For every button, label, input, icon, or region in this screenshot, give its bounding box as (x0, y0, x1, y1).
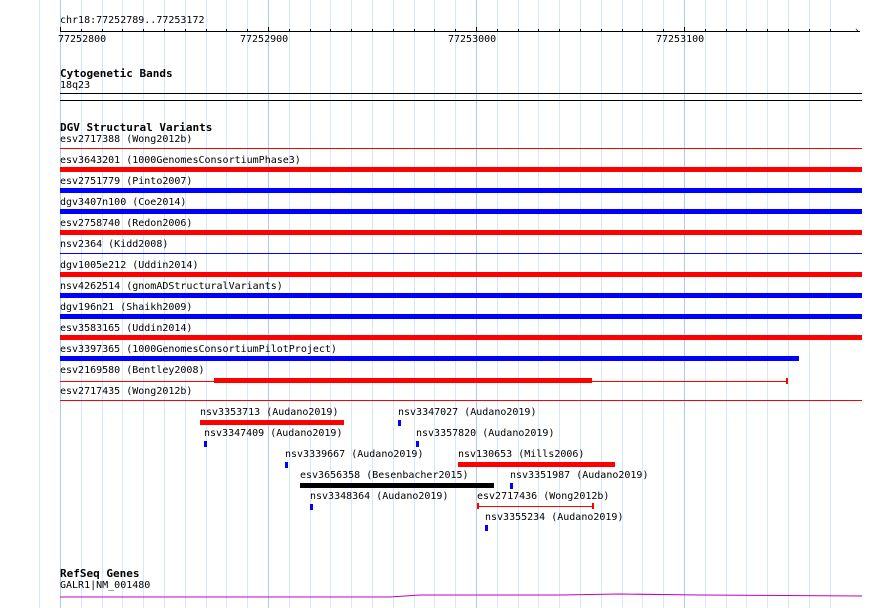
variant-label[interactable]: esv3643201 (1000GenomesConsortiumPhase3) (60, 155, 301, 166)
variant-label[interactable]: nsv3347027 (Audano2019) (398, 407, 537, 418)
ruler-tick (663, 29, 664, 32)
variant-bar[interactable] (60, 148, 862, 149)
ruler-tick (601, 29, 602, 32)
variant-bar[interactable] (60, 167, 862, 172)
gene-line[interactable] (60, 590, 862, 602)
ruler-tick-label: 77253000 (448, 34, 497, 45)
variant-label[interactable]: dgv3407n100 (Coe2014) (60, 197, 187, 208)
grid-line (268, 0, 269, 608)
ruler-tick (580, 29, 581, 32)
variant-bar[interactable] (60, 188, 862, 193)
variant-bar[interactable] (60, 314, 862, 319)
ruler-tick (497, 29, 498, 32)
ruler-tick (809, 29, 810, 32)
ruler-tick (414, 29, 415, 32)
variant-label[interactable]: nsv3347409 (Audano2019) (204, 428, 343, 439)
ruler-tick (247, 29, 248, 32)
variant-bar[interactable] (60, 400, 862, 401)
variant-bar[interactable] (60, 335, 862, 340)
ruler-tick (788, 29, 789, 32)
ruler-tick (330, 29, 331, 32)
variant-label[interactable]: dgv1005e212 (Uddin2014) (60, 260, 199, 271)
variant-bar[interactable] (214, 378, 592, 383)
ruler-tick (60, 27, 61, 32)
ruler-tick-label: 77252900 (240, 34, 289, 45)
ruler-tick-label: 77253100 (656, 34, 705, 45)
variant-thin-line[interactable] (592, 381, 788, 382)
grid-line (330, 0, 331, 608)
grid-line (705, 0, 706, 608)
grid-line (684, 0, 685, 608)
variant-label[interactable]: nsv4262514 (gnomADStructuralVariants) (60, 281, 283, 292)
variant-label[interactable]: esv3656358 (Besenbacher2015) (300, 470, 469, 481)
variant-label[interactable]: esv2758740 (Redon2006) (60, 218, 193, 229)
variant-end-tick (477, 503, 479, 509)
ruler-tick-label: 77252800 (58, 34, 107, 45)
ruler-tick (206, 29, 207, 32)
ruler-tick (642, 29, 643, 32)
ruler-tick (830, 29, 831, 32)
variant-bar[interactable] (204, 441, 207, 447)
variant-end-tick (786, 378, 788, 384)
ruler-tick (122, 29, 123, 32)
ruler-tick (268, 27, 269, 32)
ruler-tick (518, 29, 519, 32)
variant-bar[interactable] (60, 230, 862, 235)
grid-line (226, 0, 227, 608)
grid-line (663, 0, 664, 608)
ruler-tick (434, 29, 435, 32)
grid-line (39, 0, 40, 608)
variant-label[interactable]: nsv3351987 (Audano2019) (510, 470, 649, 481)
variant-bar[interactable] (60, 293, 862, 298)
grid-line (247, 0, 248, 608)
variant-label[interactable]: esv3397365 (1000GenomesConsortiumPilotProject) (60, 344, 337, 355)
variant-label[interactable]: esv2717436 (Wong2012b) (477, 491, 610, 502)
ruler-tick (185, 29, 186, 32)
dgv-track-title: DGV Structural Variants (60, 121, 213, 134)
grid-line (726, 0, 727, 608)
cytoband-track-title: Cytogenetic Bands (60, 67, 173, 80)
grid-line (434, 0, 435, 608)
variant-bar[interactable] (60, 272, 862, 277)
grid-line (372, 0, 373, 608)
ruler-tick (310, 29, 311, 32)
grid-line (788, 0, 789, 608)
track-divider (60, 100, 862, 101)
ruler-tick (726, 29, 727, 32)
ruler-tick (559, 29, 560, 32)
variant-label[interactable]: nsv3348364 (Audano2019) (310, 491, 449, 502)
ruler-tick (393, 29, 394, 32)
variant-end-tick (592, 503, 594, 509)
variant-label[interactable]: esv2751779 (Pinto2007) (60, 176, 193, 187)
variant-bar[interactable] (60, 209, 862, 214)
variant-label[interactable]: nsv3357820 (Audano2019) (416, 428, 555, 439)
variant-label[interactable]: esv2169580 (Bentley2008) (60, 365, 205, 376)
variant-label[interactable]: nsv3355234 (Audano2019) (485, 512, 624, 523)
ruler-tick (81, 29, 82, 32)
grid-line (414, 0, 415, 608)
ruler-tick (476, 27, 477, 32)
ruler-tick (164, 29, 165, 32)
variant-label[interactable]: nsv130653 (Mills2006) (458, 449, 585, 460)
ruler-tick (226, 29, 227, 32)
ruler-tick (143, 29, 144, 32)
grid-line (351, 0, 352, 608)
ruler-tick (622, 29, 623, 32)
cytoband-bar[interactable] (60, 93, 862, 94)
variant-bar[interactable] (416, 441, 419, 447)
ruler-tick (289, 29, 290, 32)
variant-label[interactable]: dgv196n21 (Shaikh2009) (60, 302, 193, 313)
ruler-tick (102, 29, 103, 32)
variant-bar[interactable] (458, 462, 615, 467)
grid-line (767, 0, 768, 608)
variant-bar[interactable] (398, 420, 401, 426)
variant-label[interactable]: nsv3339667 (Audano2019) (285, 449, 424, 460)
grid-line (746, 0, 747, 608)
ruler-tick (746, 29, 747, 32)
variant-label[interactable]: esv2717435 (Wong2012b) (60, 386, 193, 397)
grid-line (830, 0, 831, 608)
refseq-track-title: RefSeq Genes (60, 567, 140, 580)
cytoband-label: 18q23 (60, 80, 91, 91)
variant-bar[interactable] (300, 483, 494, 488)
grid-line (476, 0, 477, 608)
grid-line (289, 0, 290, 608)
variant-bar[interactable] (285, 462, 288, 468)
variant-bar[interactable] (200, 420, 344, 425)
variant-thin-line[interactable] (60, 381, 215, 382)
ruler-tick (538, 29, 539, 32)
ruler-tick (684, 27, 685, 32)
variant-bar[interactable] (310, 504, 313, 510)
variant-label[interactable]: esv3583165 (Uddin2014) (60, 323, 193, 334)
variant-label[interactable]: nsv2364 (Kidd2008) (60, 239, 169, 250)
grid-line (455, 0, 456, 608)
variant-thin-line[interactable] (477, 506, 594, 507)
gene-label[interactable]: GALR1|NM_001480 (60, 580, 151, 591)
ruler-tick (705, 29, 706, 32)
ruler-arrow-icon: › (854, 26, 860, 36)
variant-bar[interactable] (510, 483, 513, 489)
variant-bar[interactable] (485, 525, 488, 531)
grid-line (310, 0, 311, 608)
variant-bar[interactable] (60, 253, 862, 254)
variant-label[interactable]: esv2717388 (Wong2012b) (60, 134, 193, 145)
ruler-line (60, 31, 860, 32)
location-label: chr18:77252789..77253172 (60, 15, 205, 26)
ruler-tick (351, 29, 352, 32)
variant-label[interactable]: nsv3353713 (Audano2019) (200, 407, 339, 418)
ruler-tick (455, 29, 456, 32)
ruler-tick (372, 29, 373, 32)
grid-line (642, 0, 643, 608)
variant-bar[interactable] (60, 356, 799, 361)
ruler-tick (767, 29, 768, 32)
grid-line (206, 0, 207, 608)
grid-line (393, 0, 394, 608)
grid-line (809, 0, 810, 608)
